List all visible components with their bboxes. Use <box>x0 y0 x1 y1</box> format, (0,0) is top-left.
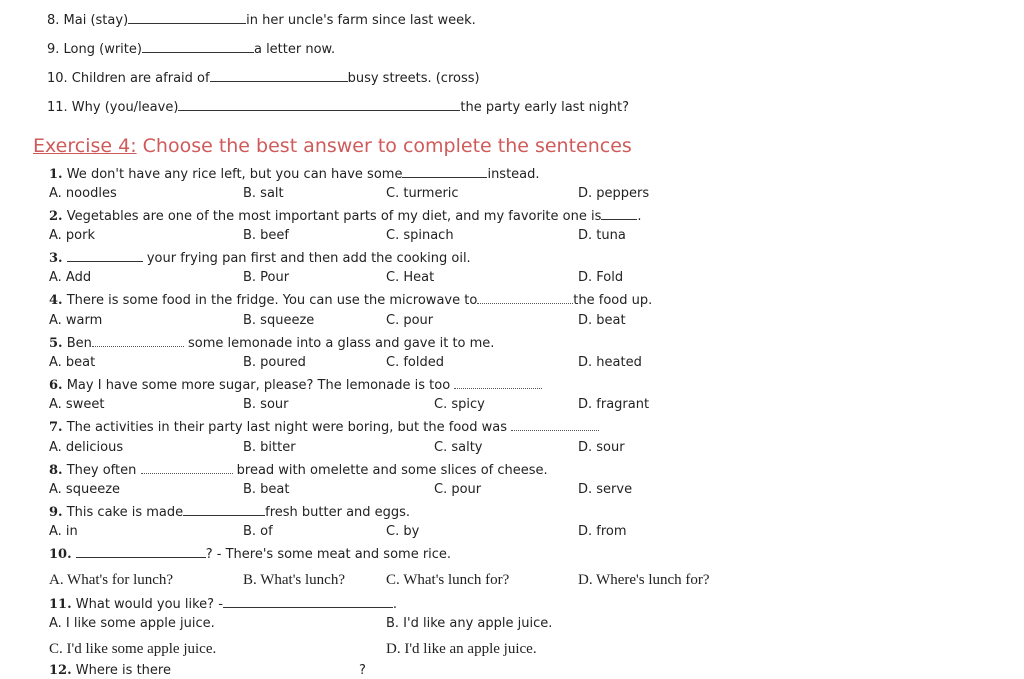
option-a[interactable]: A. Add <box>49 270 92 285</box>
option-a[interactable]: A. noodles <box>49 186 117 201</box>
question-text: bread with omelette and some slices of cheese. <box>232 463 548 478</box>
question-number: 10. <box>49 547 72 562</box>
option-a[interactable]: A. squeeze <box>49 482 121 497</box>
exercise4-question-5 <box>49 334 494 352</box>
question-text: Ben <box>66 336 92 351</box>
question-number: 9. <box>49 505 63 520</box>
answer-blank[interactable] <box>223 595 393 608</box>
option-d[interactable]: D. serve <box>578 482 633 497</box>
answer-blank[interactable] <box>477 291 573 304</box>
option-a[interactable]: A. delicious <box>49 440 124 455</box>
option-a[interactable]: A. What's for lunch? <box>49 572 174 588</box>
answer-blank[interactable] <box>454 376 542 389</box>
option-d[interactable]: D. tuna <box>578 228 626 243</box>
answer-blank[interactable] <box>601 207 637 220</box>
question-text: Vegetables are one of the most important parts of my diet, and my favorite one is <box>66 209 602 224</box>
question-number: 4. <box>49 293 63 308</box>
question-text: . <box>392 597 398 612</box>
option-c[interactable]: C. spinach <box>386 228 454 243</box>
question-text: in her uncle's farm since last week. <box>246 13 476 28</box>
question-text: fresh butter and eggs. <box>265 505 411 520</box>
option-b[interactable]: B. What's lunch? <box>243 572 345 588</box>
exercise4-question-10 <box>49 545 451 563</box>
option-b[interactable]: B. of <box>243 524 273 539</box>
exercise-instructions: Choose the best answer to complete the sentences <box>136 135 632 157</box>
option-d[interactable]: D. I'd like an apple juice. <box>386 641 537 657</box>
question-number: 8. <box>49 463 63 478</box>
option-c[interactable]: C. pour <box>434 482 482 497</box>
question-number: 3. <box>49 251 63 266</box>
question-text: They often <box>66 463 141 478</box>
question-text: your frying pan first and then add the cooking oil. <box>142 251 471 266</box>
option-d[interactable]: D. Fold <box>578 270 624 285</box>
option-a[interactable]: A. beat <box>49 355 96 370</box>
option-d[interactable]: D. beat <box>578 313 626 328</box>
exercise4-question-6 <box>49 376 542 394</box>
question-10 <box>47 69 480 87</box>
question-9 <box>47 40 335 58</box>
exercise4-question-4 <box>49 291 652 309</box>
option-b[interactable]: B. I'd like any apple juice. <box>386 616 553 631</box>
option-d[interactable]: D. from <box>578 524 627 539</box>
question-number: 11. <box>49 597 72 612</box>
question-text: We don't have any rice left, but you can have some <box>66 167 403 182</box>
option-c[interactable]: C. spicy <box>434 397 485 412</box>
answer-blank[interactable] <box>178 98 460 111</box>
option-a[interactable]: A. pork <box>49 228 96 243</box>
question-number: 5. <box>49 336 63 351</box>
option-b[interactable]: B. bitter <box>243 440 296 455</box>
question-text: ? <box>358 663 366 678</box>
answer-blank[interactable] <box>92 334 184 347</box>
answer-blank[interactable] <box>210 69 348 82</box>
option-c[interactable]: C. turmeric <box>386 186 459 201</box>
question-text: Where is there <box>75 663 171 678</box>
exercise4-question-2 <box>49 207 642 225</box>
exercise4-question-12 <box>49 663 366 679</box>
option-c[interactable]: C. by <box>386 524 420 539</box>
option-c[interactable]: C. salty <box>434 440 483 455</box>
exercise4-question-1 <box>49 165 540 183</box>
exercise-label: Exercise 4: <box>33 135 137 157</box>
option-b[interactable]: B. poured <box>243 355 306 370</box>
exercise4-question-7 <box>49 418 599 436</box>
question-text: some lemonade into a glass and gave it to me. <box>183 336 495 351</box>
option-c[interactable]: C. What's lunch for? <box>386 572 510 588</box>
question-text: . <box>637 209 642 224</box>
option-c[interactable]: C. Heat <box>386 270 435 285</box>
question-11 <box>47 98 629 116</box>
option-b[interactable]: B. sour <box>243 397 289 412</box>
answer-blank[interactable] <box>76 545 206 558</box>
exercise4-question-3 <box>49 249 471 267</box>
question-number: 7. <box>49 420 63 435</box>
answer-blank[interactable] <box>402 165 487 178</box>
option-a[interactable]: A. warm <box>49 313 103 328</box>
question-text: 9. Long (write) <box>47 42 142 57</box>
question-text: the party early last night? <box>460 100 630 115</box>
exercise4-question-8 <box>49 461 548 479</box>
question-text: instead. <box>487 167 540 182</box>
question-text: ? - There's some meat and some rice. <box>205 547 452 562</box>
exercise4-question-11 <box>49 595 397 613</box>
answer-blank[interactable] <box>67 249 143 262</box>
answer-blank[interactable] <box>511 418 599 431</box>
answer-blank[interactable] <box>183 503 265 516</box>
option-d[interactable]: D. heated <box>578 355 642 370</box>
option-b[interactable]: B. Pour <box>243 270 290 285</box>
option-c[interactable]: C. I'd like some apple juice. <box>49 641 217 657</box>
option-b[interactable]: B. beat <box>243 482 290 497</box>
option-b[interactable]: B. beef <box>243 228 290 243</box>
question-number: 6. <box>49 378 63 393</box>
option-b[interactable]: B. squeeze <box>243 313 315 328</box>
option-d[interactable]: D. fragrant <box>578 397 650 412</box>
question-number: 2. <box>49 209 63 224</box>
option-a[interactable]: A. I like some apple juice. <box>49 616 215 631</box>
answer-blank[interactable] <box>141 461 233 474</box>
option-b[interactable]: B. salt <box>243 186 284 201</box>
option-d[interactable]: D. Where's lunch for? <box>578 572 710 588</box>
question-8 <box>47 11 476 29</box>
question-text: 11. Why (you/leave) <box>47 100 179 115</box>
option-c[interactable]: C. pour <box>386 313 434 328</box>
option-d[interactable]: D. peppers <box>578 186 650 201</box>
answer-blank[interactable] <box>142 40 254 53</box>
question-text: a letter now. <box>253 42 336 57</box>
question-text: What would you like? - <box>75 597 223 612</box>
option-a[interactable]: A. in <box>49 524 78 539</box>
option-a[interactable]: A. sweet <box>49 397 105 412</box>
question-text: 10. Children are afraid of <box>47 71 210 86</box>
exercise-title <box>33 135 632 157</box>
question-text: busy streets. (cross) <box>347 71 480 86</box>
question-number: 12. <box>49 663 72 678</box>
exercise4-question-9 <box>49 503 410 521</box>
question-text: May I have some more sugar, please? The lemonade is too <box>66 378 455 393</box>
answer-blank[interactable] <box>128 11 246 24</box>
question-text: the food up. <box>573 293 653 308</box>
option-d[interactable]: D. sour <box>578 440 625 455</box>
question-number: 1. <box>49 167 63 182</box>
question-text: The activities in their party last night were boring, but the food was <box>66 420 512 435</box>
option-c[interactable]: C. folded <box>386 355 444 370</box>
question-text: This cake is made <box>66 505 184 520</box>
question-text: There is some food in the fridge. You can use the microwave to <box>66 293 478 308</box>
question-text: 8. Mai (stay) <box>47 13 129 28</box>
